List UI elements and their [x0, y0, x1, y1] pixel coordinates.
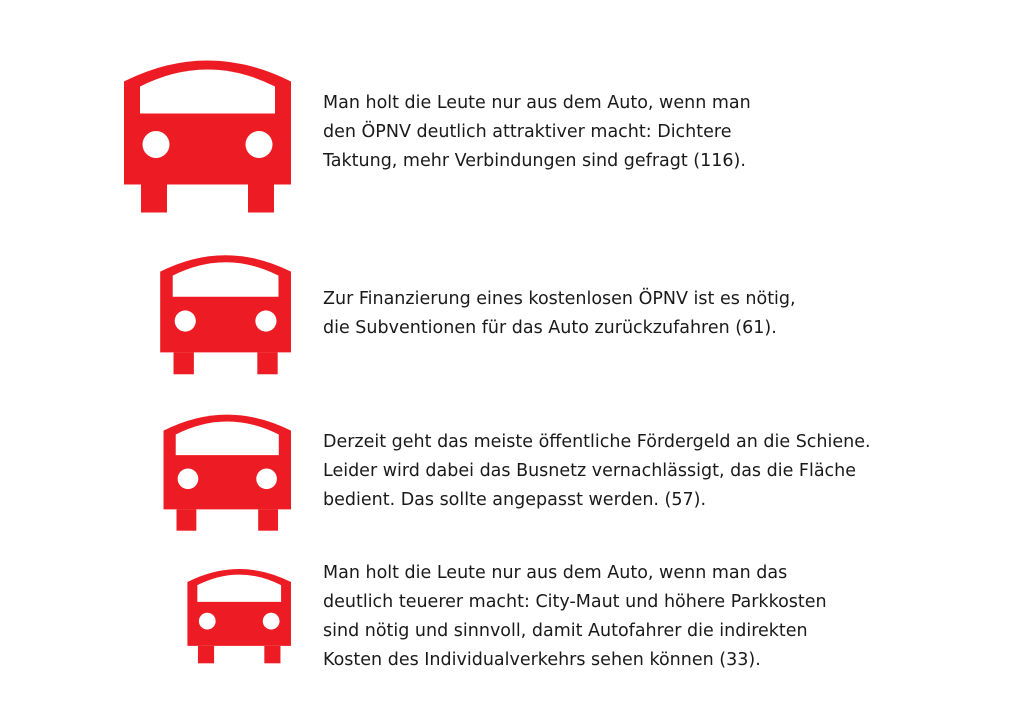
bus-icon-3 — [164, 415, 291, 531]
statement-2: Zur Finanzierung eines kostenlosen ÖPNV ist es nötig, die Subventionen für das Auto zurückzufahren (61). — [323, 289, 796, 338]
statement-1: Man holt die Leute nur aus dem Auto, wenn man den ÖPNV deutlich attraktiver macht: Dichtere Taktung, mehr Verbindungen sind gefragt (116). — [323, 93, 751, 171]
statement-3: Derzeit geht das meiste öffentliche Fördergeld an die Schiene. Leider wird dabei das Busnetz vernachlässigt, das die Fläche bedient. Das sollte angepasst werden. (57). — [323, 432, 871, 510]
bus-icon-1 — [124, 61, 291, 213]
bus-icon-2 — [160, 255, 291, 374]
statement-4: Man holt die Leute nur aus dem Auto, wenn man das deutlich teuerer macht: City-Maut und höhere Parkkosten sind nötig und sinnvoll, damit Autofahrer die indirekten Kosten des Individualverkehrs sehen können (33). — [323, 563, 827, 670]
bus-icon-4 — [187, 569, 291, 663]
